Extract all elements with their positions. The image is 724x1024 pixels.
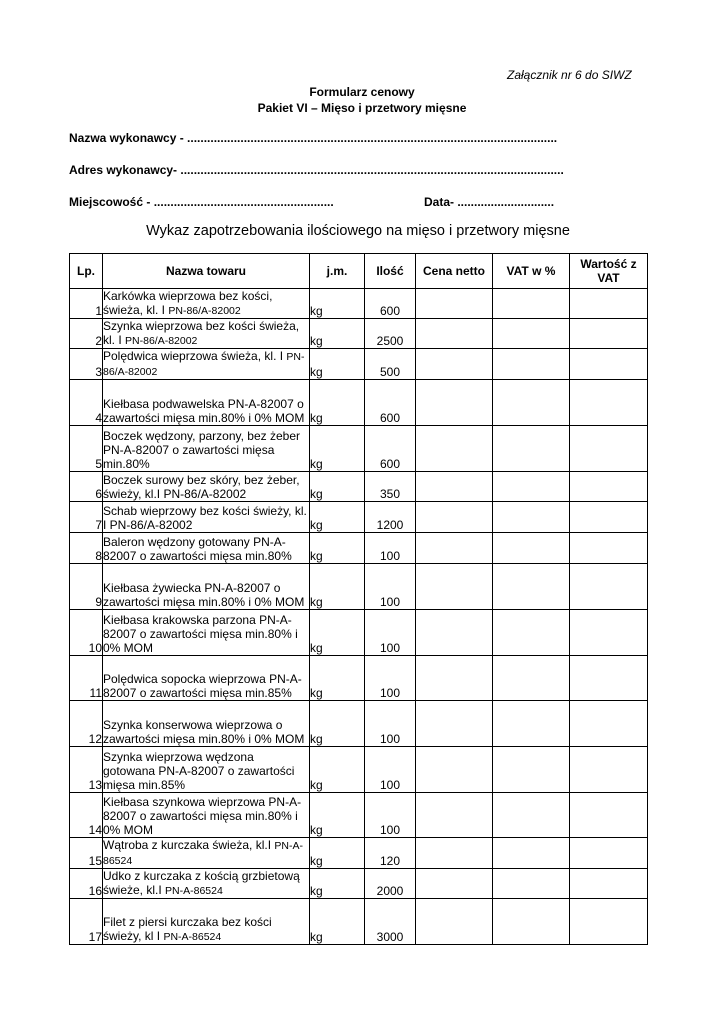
- value-with-vat-cell[interactable]: [570, 701, 648, 747]
- package-title: Pakiet VI – Mięso i przetwory mięsne: [257, 101, 467, 115]
- list-subtitle: Wykaz zapotrzebowania ilościowego na mięso i przetwory mięsne: [146, 223, 570, 239]
- row-number: 12: [70, 701, 103, 747]
- header-value-with-vat: Wartość z VAT: [570, 254, 648, 289]
- product-name-cell: [103, 289, 310, 319]
- quantity-cell: 600: [365, 380, 416, 426]
- unit-cell: kg: [310, 380, 365, 426]
- quantity-cell: 100: [365, 610, 416, 656]
- quantity-cell: 350: [365, 472, 416, 502]
- table-row: [70, 564, 648, 610]
- product-standard: PN-86/A-82002: [168, 305, 241, 317]
- unit-cell: kg: [310, 899, 365, 945]
- table-row: [70, 899, 648, 945]
- product-name-cell: [103, 838, 310, 869]
- annex-label: Załącznik nr 6 do SIWZ: [507, 68, 632, 82]
- row-number: 2: [70, 319, 103, 349]
- vat-percent-cell[interactable]: [493, 838, 570, 869]
- vat-percent-cell[interactable]: [493, 349, 570, 380]
- net-price-cell[interactable]: [416, 426, 493, 472]
- value-with-vat-cell[interactable]: [570, 502, 648, 533]
- table-row: [70, 869, 648, 899]
- value-with-vat-cell[interactable]: [570, 564, 648, 610]
- row-number: 16: [70, 869, 103, 899]
- unit-cell: kg: [310, 533, 365, 564]
- product-name: Szynka wieprzowa bez kości świeża, kl. I: [103, 319, 300, 347]
- product-name-cell: [103, 869, 310, 899]
- table-row: [70, 747, 648, 793]
- header-net-price: Cena netto: [416, 254, 493, 289]
- product-name: Kiełbasa żywiecka PN-A-82007 o zawartości mięsa min.80% i 0% MOM: [103, 581, 305, 609]
- net-price-cell[interactable]: [416, 380, 493, 426]
- product-name: Baleron wędzony gotowany PN-A-82007 o zawartości mięsa min.80%: [103, 535, 292, 563]
- product-name-cell: [103, 533, 310, 564]
- value-with-vat-cell[interactable]: [570, 380, 648, 426]
- row-number: 15: [70, 838, 103, 869]
- product-name-cell: [103, 747, 310, 793]
- net-price-cell[interactable]: [416, 701, 493, 747]
- vat-percent-cell[interactable]: [493, 793, 570, 838]
- unit-cell: kg: [310, 656, 365, 701]
- row-number: 9: [70, 564, 103, 610]
- quantity-cell: 600: [365, 426, 416, 472]
- unit-cell: kg: [310, 747, 365, 793]
- quantity-cell: 2000: [365, 869, 416, 899]
- unit-cell: kg: [310, 289, 365, 319]
- product-name-cell: [103, 701, 310, 747]
- table-row: [70, 838, 648, 869]
- table-row: [70, 380, 648, 426]
- product-name-cell: [103, 899, 310, 945]
- net-price-cell[interactable]: [416, 793, 493, 838]
- unit-cell: kg: [310, 701, 365, 747]
- row-number: 17: [70, 899, 103, 945]
- header-quantity: Ilość: [365, 254, 416, 289]
- net-price-cell[interactable]: [416, 747, 493, 793]
- value-with-vat-cell[interactable]: [570, 610, 648, 656]
- value-with-vat-cell[interactable]: [570, 289, 648, 319]
- row-number: 5: [70, 426, 103, 472]
- product-standard: PN-A-86524: [103, 840, 303, 867]
- value-with-vat-cell[interactable]: [570, 838, 648, 869]
- unit-cell: kg: [310, 319, 365, 349]
- product-name-cell: [103, 426, 310, 472]
- row-number: 8: [70, 533, 103, 564]
- table-row: [70, 701, 648, 747]
- quantity-cell: 600: [365, 289, 416, 319]
- net-price-cell[interactable]: [416, 838, 493, 869]
- product-name-cell: [103, 656, 310, 701]
- net-price-cell[interactable]: [416, 869, 493, 899]
- product-name-cell: [103, 610, 310, 656]
- table-header-row: [70, 254, 648, 289]
- unit-cell: kg: [310, 349, 365, 380]
- vat-percent-cell[interactable]: [493, 319, 570, 349]
- row-number: 7: [70, 502, 103, 533]
- quantity-cell: 100: [365, 701, 416, 747]
- header-lp: Lp.: [70, 254, 103, 289]
- net-price-cell[interactable]: [416, 319, 493, 349]
- vat-percent-cell[interactable]: [493, 747, 570, 793]
- value-with-vat-cell[interactable]: [570, 426, 648, 472]
- vat-percent-cell[interactable]: [493, 610, 570, 656]
- product-name: Szynka wieprzowa wędzona gotowana PN-A-82007 o zawartości mięsa min.85%: [103, 750, 295, 792]
- header-unit: j.m.: [310, 254, 365, 289]
- quantity-cell: 2500: [365, 319, 416, 349]
- net-price-cell[interactable]: [416, 349, 493, 380]
- vat-percent-cell[interactable]: [493, 502, 570, 533]
- vat-percent-cell[interactable]: [493, 701, 570, 747]
- vat-percent-cell[interactable]: [493, 426, 570, 472]
- value-with-vat-cell[interactable]: [570, 869, 648, 899]
- row-number: 10: [70, 610, 103, 656]
- quantity-cell: 1200: [365, 502, 416, 533]
- product-name: Polędwica sopocka wieprzowa PN-A-82007 o zawartości mięsa min.85%: [103, 672, 302, 700]
- table-row: [70, 319, 648, 349]
- table-row: [70, 793, 648, 838]
- row-number: 14: [70, 793, 103, 838]
- table-row: [70, 656, 648, 701]
- value-with-vat-cell[interactable]: [570, 472, 648, 502]
- net-price-cell[interactable]: [416, 472, 493, 502]
- vat-percent-cell[interactable]: [493, 564, 570, 610]
- net-price-cell[interactable]: [416, 656, 493, 701]
- quantity-cell: 100: [365, 747, 416, 793]
- row-number: 11: [70, 656, 103, 701]
- product-name-cell: [103, 380, 310, 426]
- product-name: Polędwica wieprzowa świeża, kl. I: [103, 349, 287, 363]
- quantity-cell: 100: [365, 533, 416, 564]
- row-number: 1: [70, 289, 103, 319]
- vat-percent-cell[interactable]: [493, 656, 570, 701]
- quantity-cell: 120: [365, 838, 416, 869]
- value-with-vat-cell[interactable]: [570, 899, 648, 945]
- product-name: Karkówka wieprzowa bez kości, świeża, kl. I: [103, 289, 273, 317]
- value-with-vat-cell[interactable]: [570, 349, 648, 380]
- row-number: 13: [70, 747, 103, 793]
- product-name: Udko z kurczaka z kością grzbietową świeże, kl.I: [103, 869, 300, 897]
- product-standard: PN-A-86524: [165, 885, 223, 897]
- product-name: Boczek wędzony, parzony, bez żeber PN-A-82007 o zawartości mięsa min.80%: [103, 429, 300, 471]
- product-standard: PN-86/A-82002: [125, 335, 198, 347]
- table-row: [70, 426, 648, 472]
- product-name: Kiełbasa szynkowa wieprzowa PN-A-82007 o zawartości mięsa min.80% i 0% MOM: [103, 795, 302, 837]
- product-name-cell: [103, 319, 310, 349]
- table-row: [70, 533, 648, 564]
- net-price-cell[interactable]: [416, 899, 493, 945]
- vat-percent-cell[interactable]: [493, 899, 570, 945]
- product-name: Kiełbasa podwawelska PN-A-82007 o zawartości mięsa min.80% i 0% MOM: [103, 397, 305, 425]
- product-standard: PN-86/A-82002: [103, 351, 305, 378]
- net-price-cell[interactable]: [416, 289, 493, 319]
- header-product-name: Nazwa towaru: [103, 254, 310, 289]
- table-row: [70, 349, 648, 380]
- vat-percent-cell[interactable]: [493, 289, 570, 319]
- contractor-address-field[interactable]: Adres wykonawcy- ...................................................................................................................: [69, 163, 564, 177]
- unit-cell: kg: [310, 502, 365, 533]
- vat-percent-cell[interactable]: [493, 472, 570, 502]
- net-price-cell[interactable]: [416, 564, 493, 610]
- quantity-cell: 500: [365, 349, 416, 380]
- value-with-vat-cell[interactable]: [570, 793, 648, 838]
- table-row: [70, 502, 648, 533]
- price-table: [69, 253, 648, 945]
- net-price-cell[interactable]: [416, 610, 493, 656]
- value-with-vat-cell[interactable]: [570, 533, 648, 564]
- row-number: 3: [70, 349, 103, 380]
- unit-cell: kg: [310, 869, 365, 899]
- product-name-cell: [103, 793, 310, 838]
- unit-cell: kg: [310, 610, 365, 656]
- table-row: [70, 472, 648, 502]
- value-with-vat-cell[interactable]: [570, 747, 648, 793]
- product-name-cell: [103, 564, 310, 610]
- vat-percent-cell[interactable]: [493, 533, 570, 564]
- unit-cell: kg: [310, 426, 365, 472]
- product-name: Kiełbasa krakowska parzona PN-A-82007 o zawartości mięsa min.80% i 0% MOM: [103, 613, 298, 655]
- net-price-cell[interactable]: [416, 533, 493, 564]
- unit-cell: kg: [310, 564, 365, 610]
- table-row: [70, 610, 648, 656]
- product-name: Filet z piersi kurczaka bez kości świeży, kl I: [103, 915, 272, 943]
- vat-percent-cell[interactable]: [493, 380, 570, 426]
- header-vat-percent: VAT w %: [493, 254, 570, 289]
- city-field[interactable]: Miejscowość - ......................................................: [69, 195, 334, 209]
- vat-percent-cell[interactable]: [493, 869, 570, 899]
- contractor-name-field[interactable]: Nazwa wykonawcy - ...............................................................................................................: [69, 131, 558, 145]
- unit-cell: kg: [310, 793, 365, 838]
- product-name-cell: [103, 472, 310, 502]
- date-field[interactable]: Data- .............................: [424, 195, 555, 209]
- product-name-cell: [103, 502, 310, 533]
- unit-cell: kg: [310, 838, 365, 869]
- quantity-cell: 100: [365, 564, 416, 610]
- quantity-cell: 3000: [365, 899, 416, 945]
- row-number: 4: [70, 380, 103, 426]
- product-standard: PN-A-86524: [163, 931, 222, 943]
- unit-cell: kg: [310, 472, 365, 502]
- quantity-cell: 100: [365, 656, 416, 701]
- form-title: Formularz cenowy: [309, 85, 415, 99]
- quantity-cell: 100: [365, 793, 416, 838]
- product-name: Wątroba z kurczaka świeża, kl.I: [103, 838, 275, 852]
- row-number: 6: [70, 472, 103, 502]
- value-with-vat-cell[interactable]: [570, 656, 648, 701]
- table-row: [70, 289, 648, 319]
- net-price-cell[interactable]: [416, 502, 493, 533]
- value-with-vat-cell[interactable]: [570, 319, 648, 349]
- product-name: Boczek surowy bez skóry, bez żeber, świeży, kl.I PN-86/A-82002: [103, 473, 300, 501]
- product-name: Szynka konserwowa wieprzowa o zawartości mięsa min.80% i 0% MOM: [103, 718, 305, 746]
- product-name: Schab wieprzowy bez kości świeży, kl. I PN-86/A-82002: [103, 504, 307, 532]
- product-name-cell: [103, 349, 310, 380]
